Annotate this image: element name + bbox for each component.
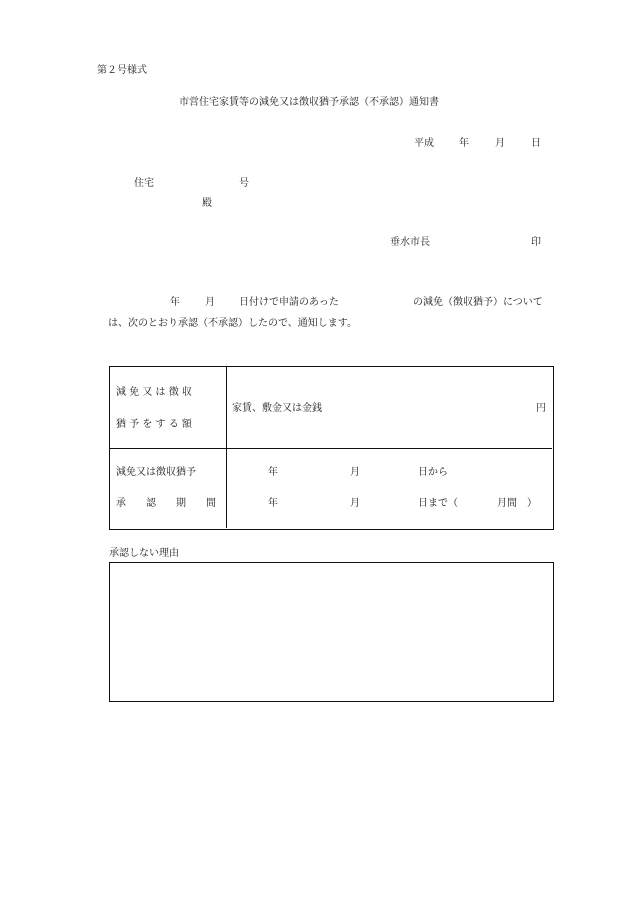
form-number: 第２号様式 [97, 65, 147, 76]
period-end-month: 月 [350, 498, 360, 509]
addressee-housing: 住宅 [134, 178, 154, 189]
body-year: 年 [170, 297, 180, 308]
reason-label: 承認しない理由 [109, 548, 179, 559]
issuer-name: 垂水市長 [390, 237, 430, 248]
period-start-year: 年 [268, 467, 278, 478]
period-label-line2: 承 認 期 間 [116, 498, 216, 509]
body-exemption: の減免（徴収猶予）について [413, 297, 543, 308]
period-end-year: 年 [268, 498, 278, 509]
period-end-until: 日まで（ [418, 498, 458, 509]
addressee-number: 号 [239, 178, 249, 189]
period-start-month: 月 [350, 467, 360, 478]
date-era: 平成 [414, 138, 434, 149]
body-applied: 日付けで申請のあった [239, 297, 339, 308]
amount-value: 家賃、敷金又は金銭 [232, 403, 322, 414]
period-months: 月間 ） [497, 498, 537, 509]
table-divider-horizontal [110, 448, 552, 449]
body-line2: は、次のとおり承認（不承認）したので、通知します。 [108, 318, 357, 329]
period-label-line1: 減免又は徴収猶予 [116, 467, 196, 478]
body-month: 月 [205, 297, 215, 308]
amount-unit: 円 [536, 403, 546, 414]
reason-box [109, 562, 554, 702]
period-start-from: 日から [418, 467, 448, 478]
date-month: 月 [495, 138, 505, 149]
date-year: 年 [459, 138, 469, 149]
date-day: 日 [531, 138, 541, 149]
amount-label-line2: 猶 予 を す る 額 [116, 419, 192, 430]
page-title: 市営住宅家賃等の減免又は徴収猶予承認（不承認）通知書 [179, 97, 439, 108]
issuer-seal: 印 [531, 237, 541, 248]
addressee-honorific: 殿 [202, 198, 212, 209]
amount-label-line1: 減 免 又 は 徴 収 [116, 387, 192, 398]
